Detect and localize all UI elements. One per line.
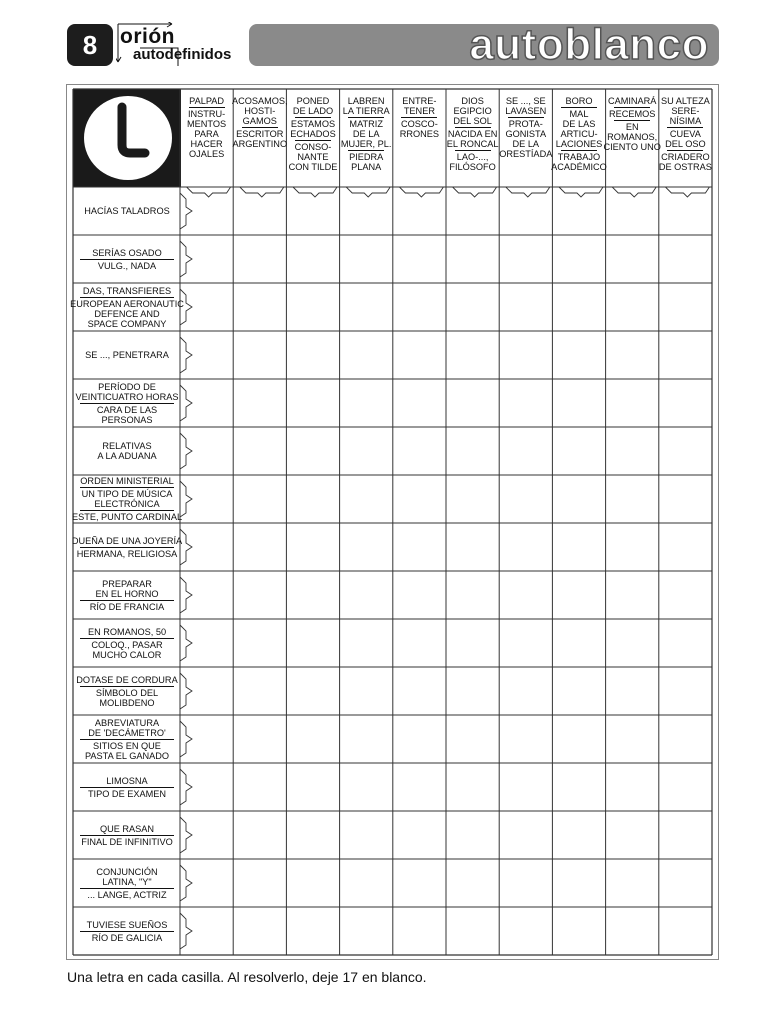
clue-text: EN ROMANOS, 50 [87,626,167,637]
answer-cell[interactable] [341,236,392,282]
answer-cell[interactable] [394,380,445,426]
answer-cell[interactable] [447,908,498,954]
answer-cell[interactable] [553,332,604,378]
answer-cell[interactable] [287,812,338,858]
clue-text: TRABAJO ACADÉMICO [551,152,607,172]
answer-cell[interactable] [287,524,338,570]
clue-divider [80,739,174,740]
clue-text: RÍO DE FRANCIA [89,601,165,612]
answer-cell[interactable] [394,908,445,954]
answer-cell[interactable] [447,764,498,810]
clue-divider [80,297,174,298]
answer-cell[interactable] [660,764,711,810]
clue-text: UN TIPO DE MÚSICA ELECTRÓNICA [81,489,173,509]
answer-cell[interactable] [660,572,711,618]
clue-text: DUEÑA DE UNA JOYERÍA [71,535,183,546]
answer-cell[interactable] [500,236,551,282]
column-clue [499,96,552,186]
answer-cell[interactable] [234,812,285,858]
answer-cell[interactable] [607,572,658,618]
answer-cell[interactable] [660,332,711,378]
answer-cell[interactable] [607,476,658,522]
clue-text: TUVIESE SUEÑOS [86,919,168,930]
clue-text: PERÍODO DE VEINTICUATRO HORAS [75,381,179,402]
answer-cell[interactable] [447,812,498,858]
clue-text: HACÍAS TALADROS [84,206,170,216]
answer-cell[interactable] [500,764,551,810]
answer-cell[interactable] [500,668,551,714]
answer-cell[interactable] [341,380,392,426]
row-clue [74,715,180,763]
answer-cell[interactable] [607,860,658,906]
answer-cell[interactable] [553,812,604,858]
answer-cell[interactable] [500,524,551,570]
clue-text: COSCO- RRONES [399,119,440,139]
clue-text: PIEDRA PLANA [349,152,384,172]
clue-text: PONED DE LADO [292,96,334,116]
answer-cell[interactable] [234,476,285,522]
answer-cell[interactable] [553,668,604,714]
answer-cell[interactable] [341,284,392,330]
answer-cell[interactable] [607,380,658,426]
clue-text: PREPARAR EN EL HORNO [95,578,159,599]
answer-cell[interactable] [447,524,498,570]
answer-cell[interactable] [447,380,498,426]
clue-text: RÍO DE GALICIA [91,932,163,943]
answer-cell[interactable] [447,332,498,378]
answer-cell[interactable] [394,572,445,618]
answer-cell[interactable] [287,572,338,618]
answer-cell[interactable] [181,332,232,378]
row-clue [74,811,180,859]
instructions: Una letra en cada casilla. Al resolverlo, deje 17 en blanco. [67,969,427,985]
answer-cell[interactable] [394,236,445,282]
answer-cell[interactable] [553,428,604,474]
clue-text: QUE RASAN [99,823,155,834]
answer-cell[interactable] [447,620,498,666]
answer-cell[interactable] [234,380,285,426]
clue-text: NACIDA EN EL RONCAL [446,129,499,149]
column-clue [233,96,286,186]
answer-cell[interactable] [500,332,551,378]
answer-cell[interactable] [394,668,445,714]
row-clue [74,331,180,379]
answer-cell[interactable] [553,284,604,330]
answer-cell[interactable] [394,428,445,474]
answer-cell[interactable] [500,476,551,522]
clue-text: ESTE, PUNTO CARDINAL [71,512,183,522]
clue-text: CONSO- NANTE CON TILDE [288,142,338,172]
answer-cell[interactable] [500,572,551,618]
answer-cell[interactable] [234,572,285,618]
row-clue [74,619,180,667]
answer-cell[interactable] [234,716,285,762]
clue-divider [508,117,544,118]
clue-divider [80,835,174,836]
answer-cell[interactable] [181,860,232,906]
clue-divider [348,150,384,151]
column-clue [446,96,499,186]
row-clue [74,907,180,955]
answer-cell[interactable] [234,284,285,330]
clue-divider [455,150,491,151]
answer-cell[interactable] [234,620,285,666]
clue-text: EUROPEAN AERONAUTIC DEFENCE AND SPACE COMPANY [70,298,184,329]
answer-cell[interactable] [660,668,711,714]
answer-cell[interactable] [341,908,392,954]
clue-divider [189,107,225,108]
clue-text: ESTAMOS ECHADOS [290,119,336,139]
clue-divider [80,888,174,889]
answer-cell[interactable] [234,908,285,954]
answer-cell[interactable] [287,332,338,378]
answer-cell[interactable] [394,764,445,810]
clue-divider [614,120,650,121]
row-clue [71,475,183,523]
clue-divider [80,547,174,548]
answer-cell[interactable] [181,428,232,474]
clue-divider [401,117,437,118]
answer-cell[interactable] [447,236,498,282]
answer-cell[interactable] [660,620,711,666]
answer-cell[interactable] [447,860,498,906]
answer-cell[interactable] [341,332,392,378]
answer-cell[interactable] [607,812,658,858]
answer-cell[interactable] [181,620,232,666]
column-clue [603,96,661,186]
clue-divider [80,510,174,511]
answer-cell[interactable] [660,476,711,522]
clue-divider [667,127,703,128]
clue-divider [295,140,331,141]
clue-text: LAO-..., FILÓSOFO [449,152,496,172]
row-clue [74,235,180,283]
answer-cell[interactable] [287,428,338,474]
answer-cell[interactable] [447,572,498,618]
answer-cell[interactable] [394,716,445,762]
answer-cell[interactable] [341,812,392,858]
brand-name: orión [120,25,175,48]
answer-cell[interactable] [447,476,498,522]
row-clue [74,571,180,619]
answer-cell[interactable] [234,236,285,282]
answer-cell[interactable] [553,860,604,906]
answer-cell[interactable] [287,236,338,282]
clue-text: SERÍAS OSADO [92,247,162,258]
clue-text: ABREVIATURA DE 'DECÁMETRO' [88,717,166,738]
clue-divider [80,259,174,260]
clue-text: BORO [565,96,593,106]
column-clue [340,96,393,186]
answer-cell[interactable] [341,860,392,906]
answer-cell[interactable] [500,428,551,474]
row-clue [71,523,183,571]
clue-text: HERMANA, RELIGIOSA [76,548,178,559]
answer-cell[interactable] [660,860,711,906]
answer-cell[interactable] [341,524,392,570]
clue-text: LABREN LA TIERRA [342,96,390,116]
clue-text: COLOQ., PASAR MUCHO CALOR [91,639,163,660]
row-clue [74,379,180,427]
answer-cell[interactable] [553,476,604,522]
answer-cell[interactable] [660,236,711,282]
clue-text: ACOSAMOS, HOSTI- GAMOS [231,96,288,126]
clue-divider [242,127,278,128]
answer-cell[interactable] [341,572,392,618]
answer-cell[interactable] [607,332,658,378]
clue-text: MAL DE LAS ARTICU- LACIONES [555,109,603,149]
answer-cell[interactable] [394,860,445,906]
answer-cell[interactable] [287,284,338,330]
answer-cell[interactable] [287,908,338,954]
column-clue [286,96,339,186]
answer-cell[interactable] [660,380,711,426]
answer-cell[interactable] [181,380,232,426]
clue-divider [348,117,384,118]
answer-cell[interactable] [181,476,232,522]
answer-cell[interactable] [553,908,604,954]
puzzle-title: autoblanco [469,24,709,66]
clue-text: RECEMOS [608,109,656,119]
answer-cell[interactable] [181,764,232,810]
answer-cell[interactable] [500,380,551,426]
clue-text: SE ..., SE LAVASEN [505,96,547,116]
clue-text: ... LANGE, ACTRIZ [87,889,167,900]
clue-text: CUEVA DEL OSO [665,129,706,149]
clue-text: RELATIVAS A LA ADUANA [97,441,157,461]
row-clue [74,763,180,811]
clue-text: LIMOSNA [106,775,148,786]
clue-text: SÍMBOLO DEL MOLIBDENO [95,687,159,708]
clue-text: SITIOS EN QUE PASTA EL GANADO [84,740,170,761]
clue-text: PALPAD [189,96,225,106]
clue-divider [667,150,703,151]
answer-cell[interactable] [607,668,658,714]
clue-divider [80,638,174,639]
clue-text: CRIADERO DE OSTRAS [658,152,712,172]
clue-text: CARA DE LAS PERSONAS [96,404,158,425]
answer-cell[interactable] [341,476,392,522]
clue-text: CAMINARÁ [607,96,657,106]
answer-cell[interactable] [660,428,711,474]
clue-divider [80,600,174,601]
answer-cell[interactable] [287,620,338,666]
answer-cell[interactable] [181,572,232,618]
answer-cell[interactable] [181,284,232,330]
answer-cell[interactable] [553,380,604,426]
clue-divider [561,107,597,108]
answer-cell[interactable] [447,428,498,474]
clue-divider [80,487,174,488]
answer-cell[interactable] [394,524,445,570]
answer-cell[interactable] [181,908,232,954]
column-clue [393,96,446,186]
answer-cell[interactable] [287,380,338,426]
clue-text: PROTA- GONISTA DE LA ORESTÍADA [499,119,553,159]
answer-cell[interactable] [287,476,338,522]
puzzle-number: 8 [67,24,113,66]
row-clue [74,667,180,715]
answer-cell[interactable] [660,284,711,330]
answer-cell[interactable] [181,524,232,570]
answer-cell[interactable] [341,620,392,666]
clue-text: DOTASE DE CORDURA [76,674,178,685]
clue-text: DAS, TRANSFIERES [82,285,172,296]
answer-cell[interactable] [607,236,658,282]
answer-cell[interactable] [394,284,445,330]
answer-cell[interactable] [553,524,604,570]
answer-cell[interactable] [553,236,604,282]
row-clue [74,187,180,235]
answer-cell[interactable] [234,332,285,378]
column-clue [180,96,233,186]
answer-cell[interactable] [660,812,711,858]
clue-text: SE ..., PENETRARA [85,350,169,360]
clue-text: INSTRU- MENTOS PARA HACER OJALES [187,109,227,159]
clue-text: ESCRITOR ARGENTINO [232,129,288,149]
answer-cell[interactable] [181,236,232,282]
answer-cell[interactable] [181,668,232,714]
answer-cell[interactable] [447,716,498,762]
answer-cell[interactable] [553,764,604,810]
answer-cell[interactable] [341,428,392,474]
answer-cell[interactable] [607,428,658,474]
clue-text: CONJUNCIÓN LATINA, "Y" [96,866,158,887]
answer-cell[interactable] [447,668,498,714]
answer-cell[interactable] [500,716,551,762]
answer-cell[interactable] [234,764,285,810]
answer-cell[interactable] [500,860,551,906]
answer-cell[interactable] [394,332,445,378]
answer-cell[interactable] [660,524,711,570]
clue-divider [614,107,650,108]
brand-subtitle: autodefinidos [133,46,232,63]
row-clue [74,427,180,475]
clue-text: VULG., NADA [97,260,157,271]
answer-cell[interactable] [234,860,285,906]
answer-cell[interactable] [607,524,658,570]
answer-cell[interactable] [394,812,445,858]
clue-text: FINAL DE INFINITIVO [81,836,173,847]
answer-cell[interactable] [287,668,338,714]
column-clue [552,96,605,186]
answer-cell[interactable] [607,620,658,666]
clue-text: MATRIZ DE LA MUJER, PL. [340,119,392,149]
answer-cell[interactable] [181,716,232,762]
answer-cell[interactable] [447,284,498,330]
clue-text: EN ROMANOS, CIENTO UNO [603,122,661,152]
row-clue [70,283,184,331]
answer-cell[interactable] [181,812,232,858]
answer-cell[interactable] [287,716,338,762]
clue-divider [80,931,174,932]
answer-cell[interactable] [500,908,551,954]
answer-cell[interactable] [394,476,445,522]
answer-cell[interactable] [553,572,604,618]
answer-cell[interactable] [394,620,445,666]
answer-cell[interactable] [607,284,658,330]
answer-cell[interactable] [287,860,338,906]
clue-text: SU ALTEZA SERE- NÍSIMA [660,96,710,126]
clue-divider [80,686,174,687]
answer-cell[interactable] [660,908,711,954]
answer-cell[interactable] [607,716,658,762]
answer-cell[interactable] [553,620,604,666]
answer-cell[interactable] [341,668,392,714]
clue-divider [455,127,491,128]
answer-cell[interactable] [553,716,604,762]
answer-cell[interactable] [660,716,711,762]
clue-divider [80,787,174,788]
clue-text: ENTRE- TENER [402,96,437,116]
row-clue [74,859,180,907]
answer-cell[interactable] [287,764,338,810]
answer-cell[interactable] [500,620,551,666]
clue-divider [561,150,597,151]
answer-cell[interactable] [234,428,285,474]
answer-cell[interactable] [341,764,392,810]
answer-cell[interactable] [234,668,285,714]
clue-text: TIPO DE EXAMEN [87,788,167,799]
clue-text: DIOS EGIPCIO DEL SOL [453,96,492,126]
answer-cell[interactable] [234,524,285,570]
answer-cell[interactable] [607,764,658,810]
answer-cell[interactable] [341,716,392,762]
answer-cell[interactable] [500,284,551,330]
answer-cell[interactable] [500,812,551,858]
clue-divider [80,403,174,404]
column-clue [659,96,712,186]
clue-text: ORDEN MINISTERIAL [80,476,174,486]
clue-divider [295,117,331,118]
answer-cell[interactable] [607,908,658,954]
